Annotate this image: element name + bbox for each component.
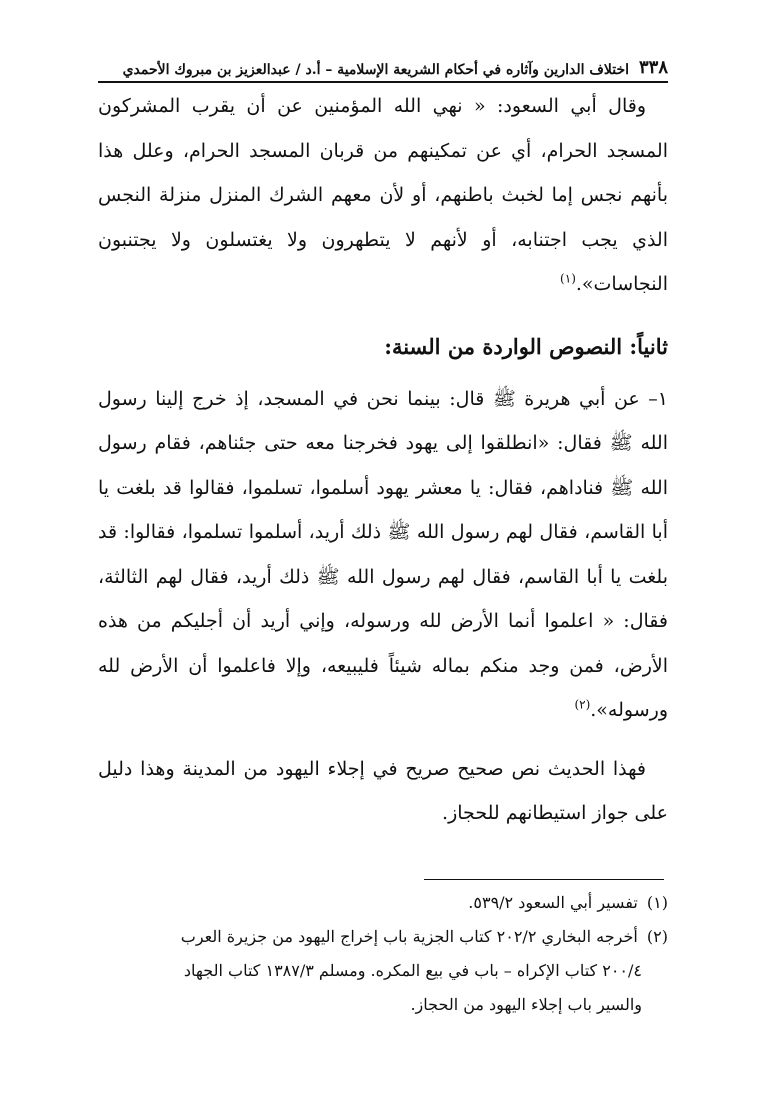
main-text — [98, 84, 668, 836]
running-title: اختلاف الدارين وآثاره في أحكام الشريعة الإسلامية – أ.د / عبدالعزيز بن مبروك الأحمدي — [122, 62, 629, 78]
footnote-text-cont: ٢٠٠/٤ كتاب الإكراه – باب في بيع المكره. ومسلم ١٣٨٧/٣ كتاب الجهاد — [183, 961, 642, 980]
footnote-ref-1: (١) — [560, 271, 576, 286]
paragraph-conclusion: فهذا الحديث نص صحيح صريح في إجلاء اليهود من المدينة وهذا دليل على جواز استيطانهم للحجاز. — [98, 757, 668, 824]
paragraph-hadith — [98, 377, 668, 733]
footnote-text-cont: والسير باب إجلاء اليهود من الحجاز. — [410, 995, 642, 1014]
footnote-text: تفسير أبي السعود ٥٣٩/٢. — [468, 893, 638, 912]
footnote-1 — [98, 886, 668, 920]
page-number: ٣٣٨ — [638, 57, 668, 78]
footnote-marker: (٢) — [646, 927, 668, 946]
footnote-divider — [424, 879, 664, 880]
footnote-text: أخرجه البخاري ٢٠٢/٢ كتاب الجزية باب إخراج اليهود من جزيرة العرب — [180, 927, 638, 946]
paragraph-text: ١– عن أبي هريرة ﷺ قال: بينما نحن في المسجد، إذ خرج إلينا رسول الله ﷺ فقال: «انطلقوا إلى يهود فخرجنا معه حتى جئناهم، فقام رسول الله ﷺ فناداهم، فقال: يا معشر يهود أسلموا، تسلموا، فقالوا قد بلغت يا أبا القاسم، فقال لهم رسول الله ﷺ ذلك أريد، أسلموا تسلموا، فقالوا: قد بلغت يا أبا القاسم، فقال لهم رسول الله ﷺ ذلك أريد، فقال لهم الثالثة، فقال: « اعلموا أنما الأرض لله ورسوله، وإني أريد أن أجليكم من هذه الأرض، فمن وجد منكم بماله شيئاً فليبيعه، وإلا فاعلموا أن الأرض لله ورسوله». — [98, 387, 668, 721]
footnote-marker: (١) — [646, 893, 668, 912]
paragraph-abi-alsuud — [98, 84, 668, 307]
paragraph-text: وقال أبي السعود: « نهي الله المؤمنين عن أن يقرب المشركون المسجد الحرام، أي عن تمكينهم من قربان المسجد الحرام، وعلل هذا بأنهم نجس إما لخبث باطنهم، أو لأن معهم الشرك المنزل منزلة النجس الذي يجب اجتنابه، أو لأنهم لا يتطهرون ولا يغتسلون ولا يجتنبون النجاسات». — [98, 95, 668, 295]
footnotes — [98, 886, 668, 1022]
running-header — [98, 50, 668, 83]
section-heading: ثانياً: النصوص الواردة من السنة: — [384, 333, 668, 359]
footnote-2 — [98, 920, 668, 1022]
footnote-ref-2: (٢) — [574, 697, 591, 712]
